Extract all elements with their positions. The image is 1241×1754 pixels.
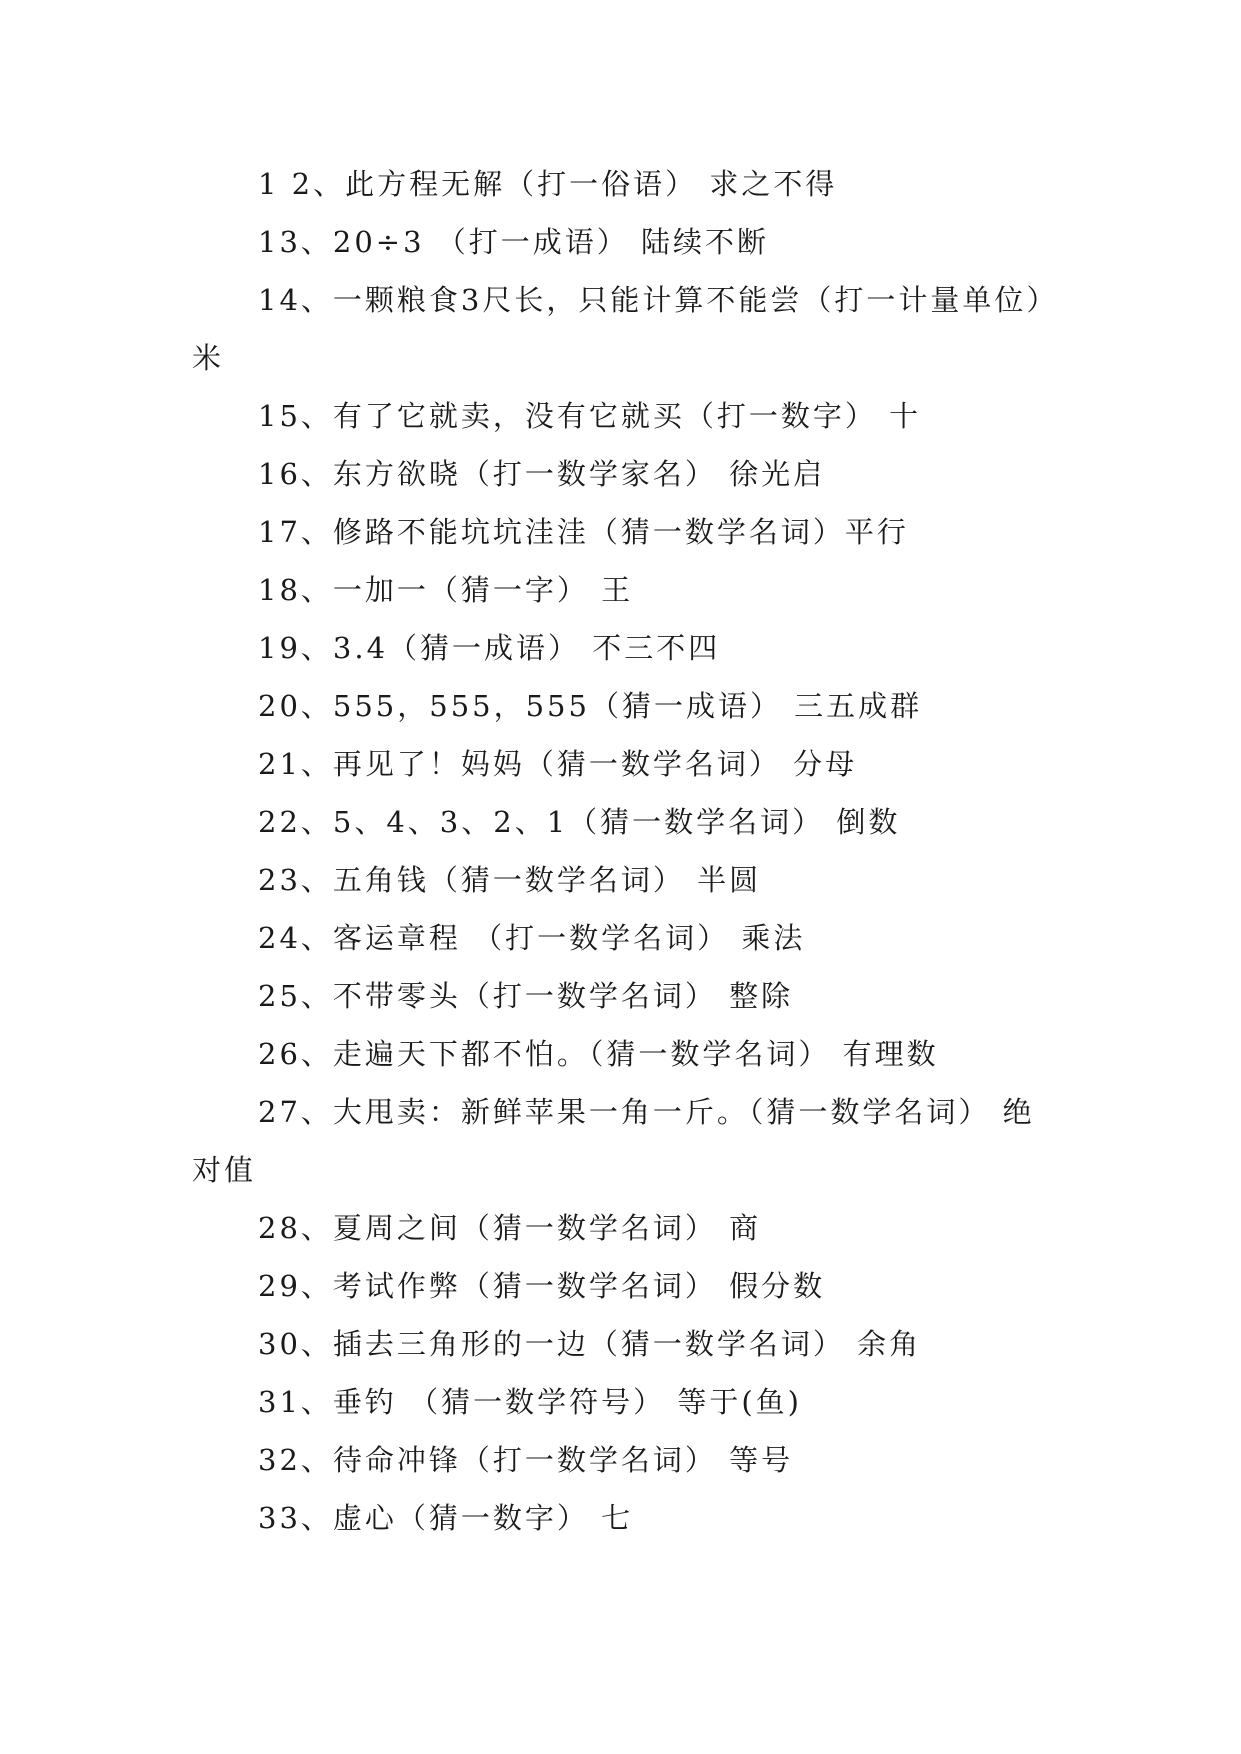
riddle-21: 21、再见了！妈妈（猜一数学名词） 分母	[258, 747, 858, 781]
riddle-16: 16、东方欲晓（打一数学家名） 徐光启	[258, 457, 826, 491]
riddle-32: 32、待命冲锋（打一数学名词） 等号	[258, 1443, 794, 1477]
riddle-26: 26、走遍天下都不怕。（猜一数学名词） 有理数	[258, 1037, 939, 1071]
riddle-28: 28、夏周之间（猜一数学名词） 商	[258, 1211, 762, 1245]
riddle-20: 20、555，555，555（猜一成语） 三五成群	[258, 689, 923, 723]
riddle-list	[192, 155, 1062, 1547]
riddle-18: 18、一加一（猜一字） 王	[258, 573, 634, 607]
riddle-24: 24、客运章程 （打一数学名词） 乘法	[258, 921, 806, 955]
riddle-27: 27、大甩卖：新鲜苹果一角一斤。（猜一数学名词） 绝对值	[192, 1095, 1035, 1187]
riddle-19: 19、3.4（猜一成语） 不三不四	[258, 631, 721, 665]
riddle-17: 17、修路不能坑坑洼洼（猜一数学名词）平行	[258, 515, 909, 549]
riddle-15: 15、有了它就卖，没有它就买（打一数字） 十	[258, 399, 922, 433]
riddle-22: 22、5、4、3、2、1（猜一数学名词） 倒数	[258, 805, 901, 839]
riddle-30: 30、插去三角形的一边（猜一数学名词） 余角	[258, 1327, 922, 1361]
riddle-14: 14、一颗粮食3尺长，只能计算不能尝（打一计量单位）米	[192, 283, 1059, 375]
riddle-12: 1 2、此方程无解（打一俗语） 求之不得	[258, 167, 838, 201]
riddle-31: 31、垂钓 （猜一数学符号） 等于(鱼)	[258, 1385, 802, 1419]
riddle-33: 33、虚心（猜一数字） 七	[258, 1501, 634, 1535]
riddle-29: 29、考试作弊（猜一数学名词） 假分数	[258, 1269, 826, 1303]
riddle-13: 13、20÷3 （打一成语） 陆续不断	[258, 225, 769, 259]
riddle-23: 23、五角钱（猜一数学名词） 半圆	[258, 863, 762, 897]
riddle-25: 25、不带零头（打一数学名词） 整除	[258, 979, 794, 1013]
